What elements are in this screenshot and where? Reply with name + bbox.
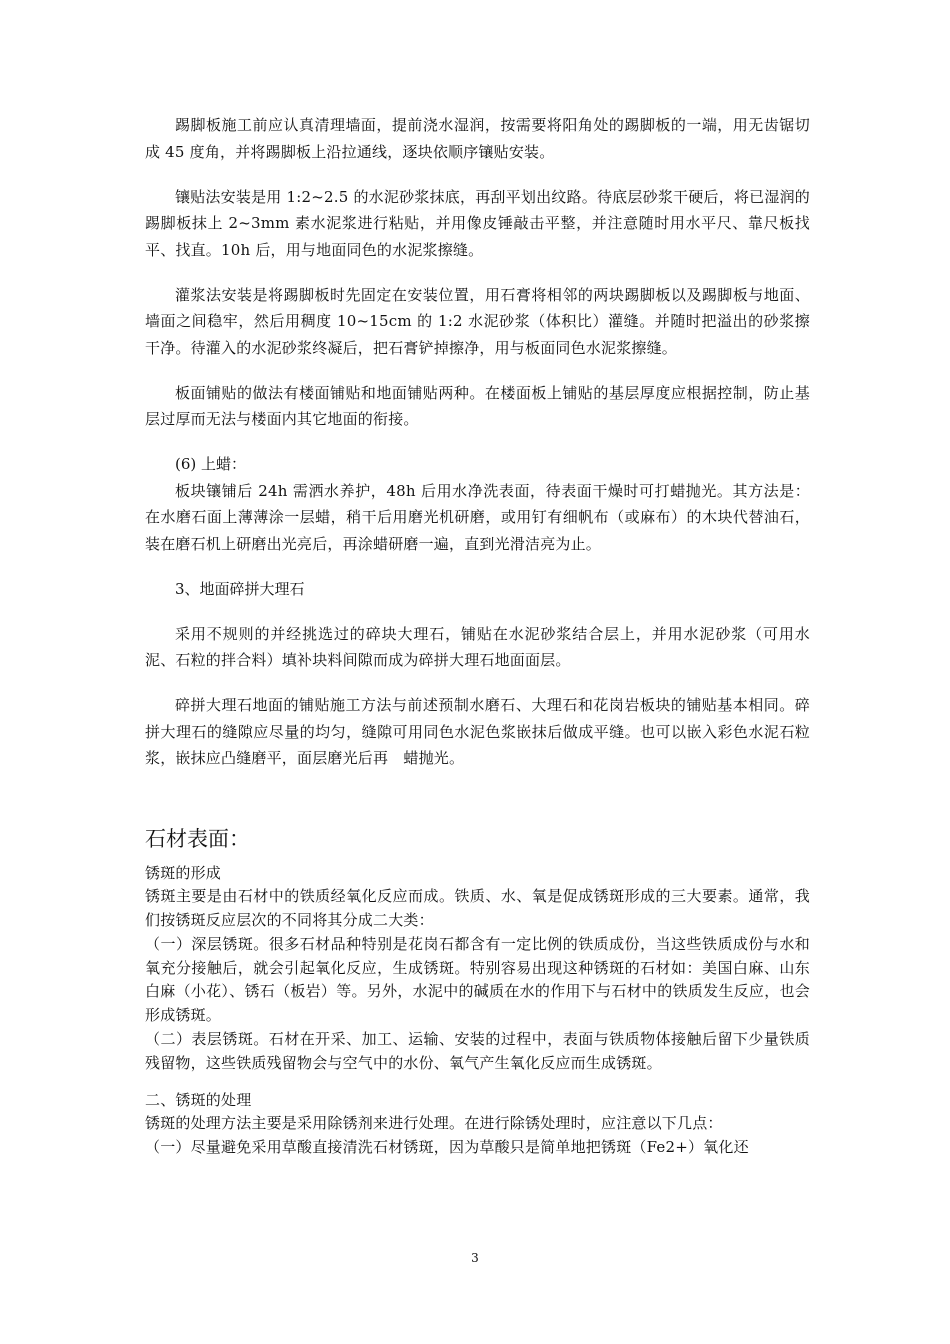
- paragraph-waxing: 板块镶铺后 24h 需洒水养护，48h 后用水净洗表面，待表面干燥时可打蜡抛光。其方法是：在水磨石面上薄薄涂一层蜡，稍干后用磨光机研磨，或用钉有细帆布（或麻布）的木块代替油石，装在磨石机上研磨出光亮后，再涂蜡研磨一遍，直到光滑洁亮为止。: [145, 481, 810, 553]
- paragraph-inlay-method: 镶贴法安装是用 1:2~2.5 的水泥砂浆抹底，再刮平划出纹路。待底层砂浆干硬后，将已湿润的踢脚板抹上 2~3mm 素水泥浆进行粘贴，并用像皮锤敲击平整，并注意随时用水平尺、靠尺板找平、找直。10h 后，用与地面同色的水泥浆擦缝。: [145, 187, 810, 259]
- paragraph-broken-marble-method: 碎拼大理石地面的铺贴施工方法与前述预制水磨石、大理石和花岗岩板块的铺贴基本相同。碎拼大理石的缝隙应尽量的均匀，缝隙可用同色水泥色浆嵌抹后做成平缝。也可以嵌入彩色水泥石粒浆，嵌抹应凸缝磨平，面层磨光后再 蜡抛光。: [145, 696, 810, 767]
- surface-rust-item: （二）表层锈斑。石材在开采、加工、运输、安装的过程中，表面与铁质物体接触后留下少量铁质残留物，这些铁质残留物会与空气中的水份、氧气产生氧化反应而生成锈斑。: [145, 1030, 810, 1072]
- rust-formation-body: 锈斑主要是由石材中的铁质经氧化反应而成。铁质、水、氧是促成锈斑形成的三大要素。通常，我们按锈斑反应层次的不同将其分成二大类：: [145, 887, 810, 930]
- paragraph-broken-marble-desc: 采用不规则的并经挑选过的碎块大理石，铺贴在水泥砂浆结合层上，并用水泥砂浆（可用水泥、石粒的拌合料）填补块料间隙而成为碎拼大理石地面面层。: [145, 624, 810, 669]
- rust-formation-title: 锈斑的形成: [145, 863, 222, 882]
- section-heading-stone-surface: 石材表面：: [145, 826, 250, 851]
- rust-treatment-point-1: （一）尽量避免采用草酸直接清洗石材锈斑，因为草酸只是简单地把锈斑（Fe2+）氧化还: [145, 1138, 749, 1157]
- waxing-label: (6) 上蜡：: [175, 455, 247, 473]
- section-label-broken-marble: 3、地面碎拼大理石: [175, 579, 305, 598]
- deep-rust-item: （一）深层锈斑。很多石材品种特别是花岗石都含有一定比例的铁质成份，当这些铁质成份与水和氧充分接触后，就会引起氧化反应，生成锈斑。特别容易出现这种锈斑的石材如：美国白麻、山东白麻（小花）、锈石（板岩）等。另外，水泥中的碱质在水的作用下与石材中的铁质发生反应，也会形成锈斑。: [145, 934, 810, 1025]
- paragraph-board-laying: 板面铺贴的做法有楼面铺贴和地面铺贴两种。在楼面板上铺贴的基层厚度应根据控制，防止基层过厚而无法与楼面内其它地面的衔接。: [145, 383, 810, 428]
- paragraph-skirting-prep: 踢脚板施工前应认真清理墙面，提前浇水湿润，按需要将阳角处的踢脚板的一端，用无齿锯切成 45 度角，并将踢脚板上沿拉通线，逐块依顺序镶贴安装。: [145, 116, 810, 161]
- paragraph-grouting-method: 灌浆法安装是将踢脚板时先固定在安装位置，用石膏将相邻的两块踢脚板以及踢脚板与地面、墙面之间稳牢，然后用稠度 10~15cm 的 1:2 水泥砂浆（体积比）灌缝。并随时把溢出的砂浆擦干净。待灌入的水泥砂浆终凝后，把石膏铲掉擦净，用与板面同色水泥浆擦缝。: [145, 285, 810, 357]
- rust-treatment-title: 二、锈斑的处理: [145, 1090, 252, 1109]
- page-number: 3: [471, 1251, 479, 1265]
- document-body: [145, 112, 810, 1160]
- rust-treatment-body: 锈斑的处理方法主要是采用除锈剂来进行处理。在进行除锈处理时，应注意以下几点：: [145, 1114, 723, 1133]
